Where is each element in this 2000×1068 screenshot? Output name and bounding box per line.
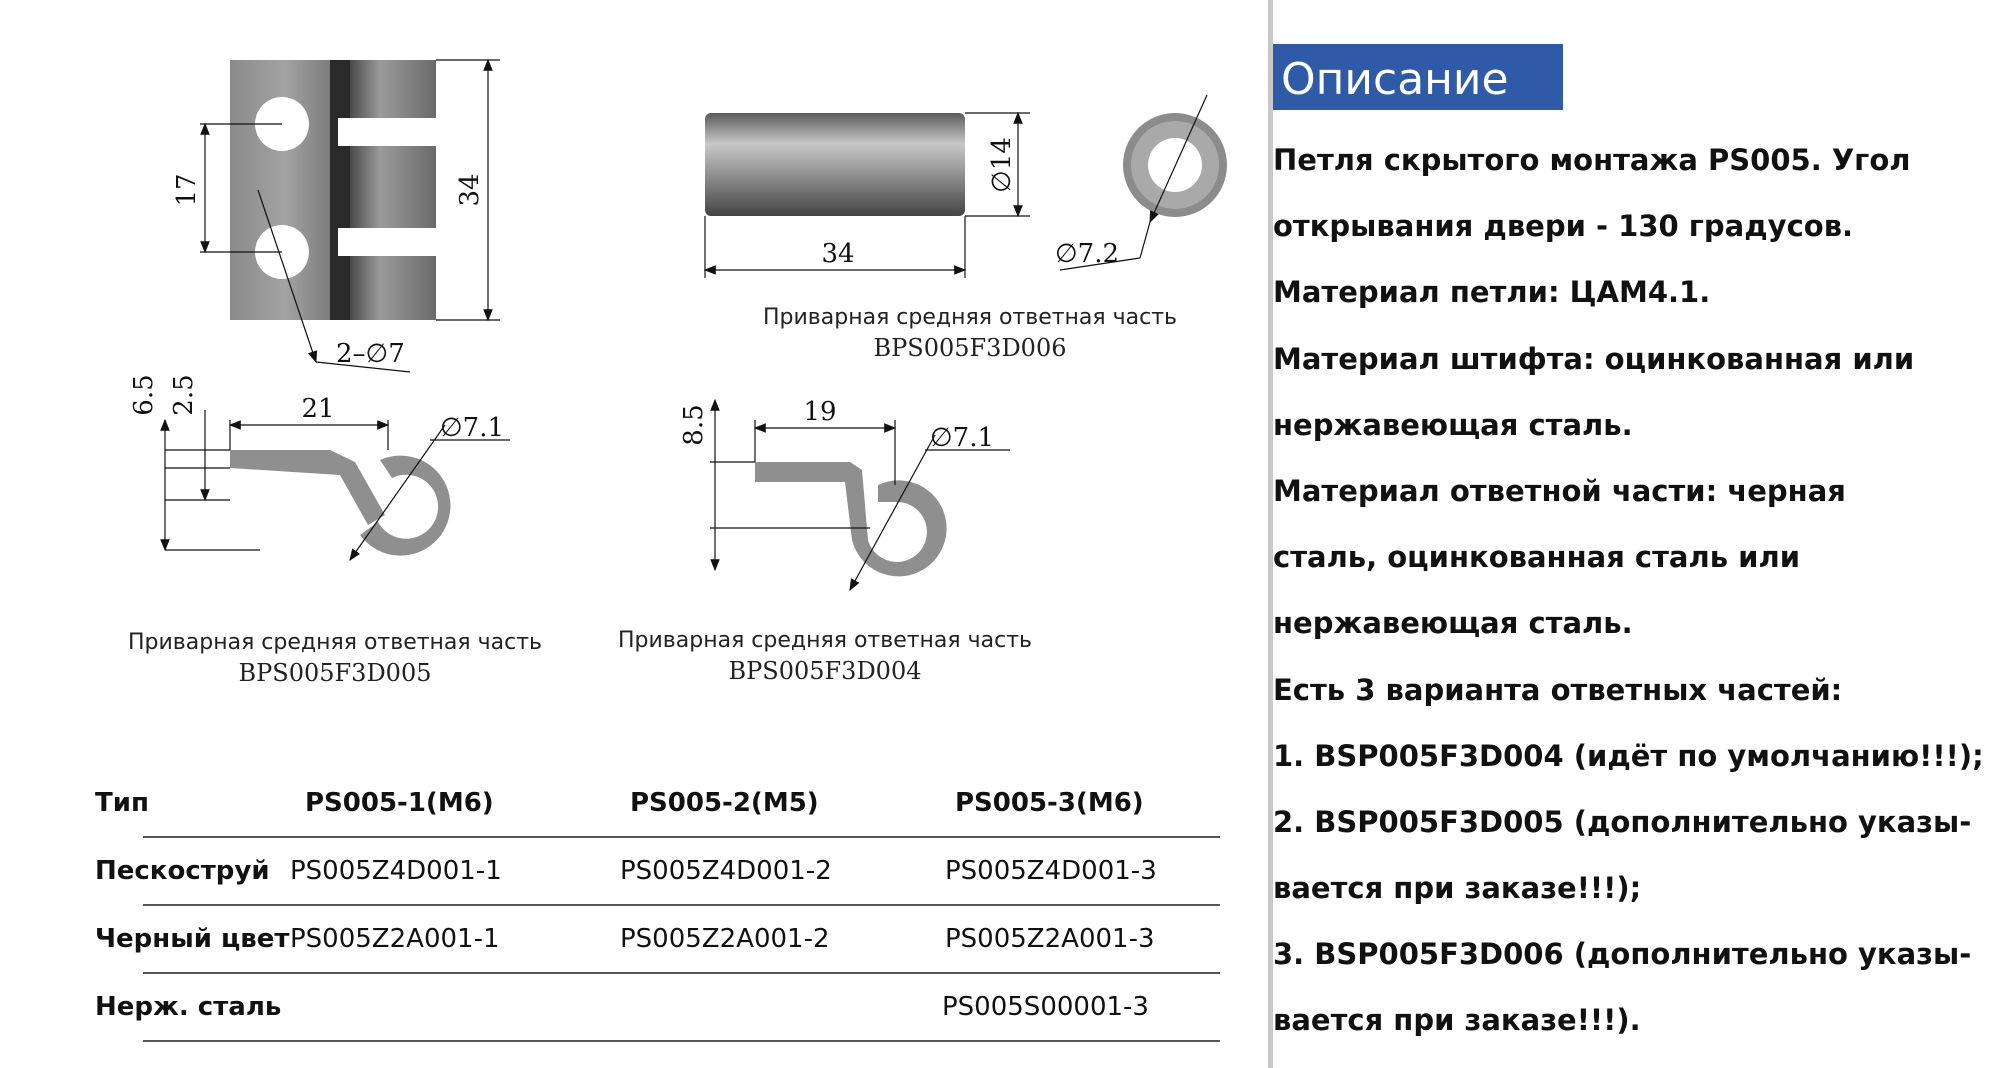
cell-col-2: PS005Z2A001-2 bbox=[620, 924, 830, 954]
pin-dim-diameter: ∅14 bbox=[987, 137, 1017, 193]
cell-col-3: PS005S00001-3 bbox=[942, 992, 1149, 1022]
header-col-2: PS005-2(M5) bbox=[630, 788, 819, 818]
table-row bbox=[95, 974, 1220, 1042]
description-line: 3. BSP005F3D006 (дополнительно указы- bbox=[1273, 937, 1972, 972]
table-separator bbox=[143, 1040, 1220, 1042]
header-col-3: PS005-3(M6) bbox=[955, 788, 1144, 818]
description-text bbox=[1273, 130, 2000, 1057]
description-line: 2. BSP005F3D005 (дополнительно указы- bbox=[1273, 804, 1972, 839]
row-label: Черный цвет bbox=[95, 924, 290, 954]
d005-dim-hole: ∅7.1 bbox=[440, 413, 504, 443]
cell-col-2: PS005Z4D001-2 bbox=[620, 856, 832, 886]
hinge-body-drawing bbox=[200, 60, 500, 372]
d005-dim-21: 21 bbox=[301, 394, 335, 424]
description-line: Материал петли: ЦАМ4.1. bbox=[1273, 275, 1711, 310]
d004-dim-hole: ∅7.1 bbox=[930, 423, 994, 453]
description-line: открывания двери - 130 градусов. bbox=[1273, 209, 1854, 244]
spec-table bbox=[95, 770, 1220, 1042]
table-row bbox=[95, 906, 1220, 974]
hinge-dim-34: 34 bbox=[455, 173, 485, 207]
caption-d006-title: Приварная средняя ответная часть bbox=[762, 305, 1177, 330]
header-col-1: PS005-1(M6) bbox=[305, 788, 494, 818]
description-line: нержавеющая сталь. bbox=[1273, 407, 1633, 442]
description-line: Материал штифта: оцинкованная или bbox=[1273, 341, 1915, 376]
hinge-dim-17: 17 bbox=[172, 173, 202, 207]
description-line: вается при заказе!!!). bbox=[1273, 1003, 1641, 1038]
caption-d005 bbox=[100, 630, 570, 687]
cell-col-3: PS005Z4D001-3 bbox=[945, 856, 1157, 886]
row-label: Нерж. сталь bbox=[95, 992, 282, 1022]
table-header-row bbox=[95, 770, 1220, 838]
description-line: нержавеющая сталь. bbox=[1273, 606, 1633, 641]
d005-dim-2-5: 2.5 bbox=[169, 374, 199, 416]
d004-dim-8-5: 8.5 bbox=[679, 404, 709, 446]
caption-d004 bbox=[590, 628, 1060, 685]
d004-dim-19: 19 bbox=[803, 397, 837, 427]
caption-d006-code: BPS005F3D006 bbox=[873, 334, 1067, 362]
description-line: Есть 3 варианта ответных частей: bbox=[1273, 672, 1843, 707]
description-line: Материал ответной части: черная bbox=[1273, 473, 1846, 508]
description-line: 1. BSP005F3D004 (идёт по умолчанию!!!); bbox=[1273, 738, 1984, 773]
row-label: Пескоструй bbox=[95, 856, 270, 886]
cell-col-1: PS005Z4D001-1 bbox=[290, 856, 502, 886]
cell-col-1: PS005Z2A001-1 bbox=[290, 924, 500, 954]
caption-d004-code: BPS005F3D004 bbox=[728, 657, 922, 685]
description-line: сталь, оцинкованная сталь или bbox=[1273, 540, 1801, 575]
d005-dim-6-5: 6.5 bbox=[129, 374, 159, 416]
pin-drawing bbox=[705, 95, 1227, 278]
pin-dim-hole: ∅7.2 bbox=[1055, 239, 1119, 269]
caption-d006 bbox=[720, 305, 1220, 362]
pin-dim-length: 34 bbox=[821, 239, 855, 269]
table-row bbox=[95, 838, 1220, 906]
caption-d004-title: Приварная средняя ответная часть bbox=[617, 628, 1032, 653]
caption-d005-code: BPS005F3D005 bbox=[238, 659, 432, 687]
description-line: вается при заказе!!!); bbox=[1273, 871, 1642, 906]
header-type-label: Тип bbox=[95, 788, 149, 818]
description-title: Описание bbox=[1273, 44, 1563, 110]
caption-d005-title: Приварная средняя ответная часть bbox=[127, 630, 542, 655]
cell-col-3: PS005Z2A001-3 bbox=[945, 924, 1155, 954]
hinge-dim-holes: 2–∅7 bbox=[336, 339, 405, 369]
description-line: Петля скрытого монтажа PS005. Угол bbox=[1273, 143, 1911, 177]
